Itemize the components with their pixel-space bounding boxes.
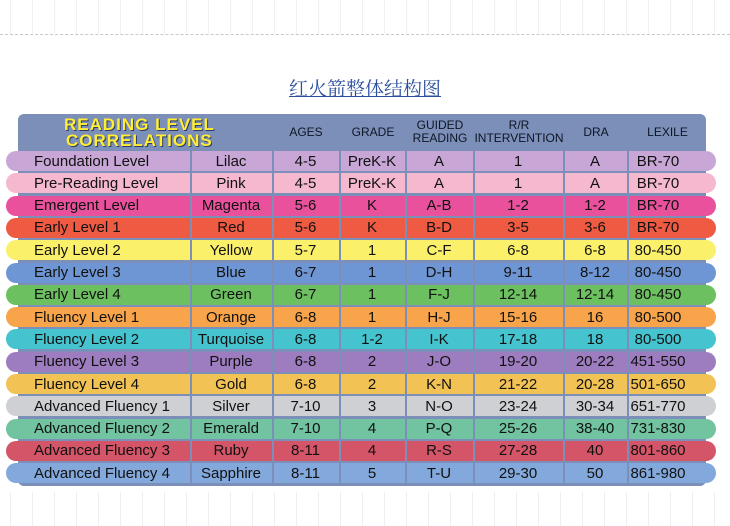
cell-level: Advanced Fluency 4 [34,464,170,482]
cell-color: Yellow [209,241,253,259]
cell-guided: A-B [426,197,452,215]
cell-grade: 4 [367,420,377,438]
cell-lexile: BR-70 [636,197,680,215]
cell-color: Blue [215,264,247,281]
cell-ages: 6-7 [294,264,317,281]
cell-rr: 17-18 [498,330,538,348]
cell-ages: 6-8 [294,308,317,326]
logo-line-1: READING LEVEL [64,115,215,134]
cell-guided: K-N [426,375,452,393]
cell-dra: A [589,152,600,170]
cell-lexile: BR-70 [636,174,680,192]
cell-lexile: 80-450 [634,264,682,281]
cell-lexile: 451-550 [630,353,686,371]
header-ages: AGES [289,124,323,139]
header-dra: DRA [583,124,609,139]
cell-ages: 5-6 [294,197,317,215]
cell-grade: 1 [367,264,377,281]
cell-color: Emerald [203,420,259,438]
cell-dra: A [589,174,600,192]
top-divider [0,34,730,35]
cell-ages: 6-7 [294,286,317,304]
cell-level: Emergent Level [34,197,140,215]
cell-grade: 3 [367,397,377,415]
cell-ages: 6-8 [294,330,317,348]
cell-grade: 5 [367,464,377,482]
column-divider [563,150,565,486]
cell-lexile: 80-450 [634,286,682,304]
cell-grade: PreK-K [347,152,397,170]
table-row [6,196,716,216]
cell-grade: 1 [367,241,377,259]
cell-ages: 7-10 [290,397,321,415]
cell-dra: 50 [586,464,604,482]
cell-rr: 23-24 [498,397,538,415]
cell-rr: 12-14 [498,286,538,304]
cell-dra: 18 [586,330,604,348]
cell-color: Magenta [201,197,261,215]
table-row [6,240,716,260]
cell-rr: 25-26 [498,420,538,438]
table-row [6,419,716,439]
cell-grade: 1-2 [361,330,383,348]
column-divider [190,150,192,486]
cell-lexile: 501-650 [630,375,686,393]
cell-dra: 8-12 [579,264,611,281]
cell-guided: R-S [426,442,452,460]
column-divider [627,150,629,486]
cell-color: Turquoise [197,330,265,348]
header-rr-intervention [475,114,563,150]
bottom-decor-band [0,492,730,526]
cell-color: Lilac [215,152,247,170]
cell-dra: 38-40 [575,420,615,438]
cell-guided: B-D [426,219,452,237]
cell-rr: 29-30 [498,464,538,482]
cell-ages: 5-6 [294,219,317,237]
page-title[interactable]: 红火箭整体结构图 [288,78,441,100]
cell-level: Early Level 3 [34,264,121,281]
header-rr-line-2: INTERVENTION [474,131,564,145]
cell-level: Early Level 2 [34,241,121,259]
cell-guided: D-H [425,264,453,281]
cell-ages: 4-5 [294,152,317,170]
cell-dra: 1-2 [584,197,606,215]
cell-grade: PreK-K [347,174,397,192]
cell-ages: 7-10 [290,420,321,438]
cell-level: Fluency Level 3 [34,353,140,371]
cell-color: Silver [212,397,250,415]
cell-guided: I-K [429,330,449,348]
cell-color: Pink [216,174,246,192]
table-row [6,329,716,349]
cell-lexile: 861-980 [630,464,686,482]
cell-dra: 16 [586,308,604,326]
cell-color: Orange [205,308,257,326]
cell-grade: K [366,197,377,215]
table-row [6,263,716,283]
cell-lexile: BR-70 [636,152,680,170]
cell-color: Sapphire [200,464,262,482]
cell-level: Pre-Reading Level [34,174,159,192]
cell-rr: 3-5 [507,219,529,237]
cell-dra: 30-34 [575,397,615,415]
reading-level-logo [64,114,264,150]
cell-guided: J-O [426,353,452,371]
table-row [6,463,716,483]
cell-rr: 1 [513,174,523,192]
cell-grade: 4 [367,442,377,460]
header-lexile: LEXILE [647,124,688,139]
table-row [6,374,716,394]
cell-ages: 6-8 [294,375,317,393]
cell-grade: 2 [367,353,377,371]
cell-guided: P-Q [425,420,453,438]
table-row [6,173,716,193]
cell-guided: A [433,174,444,192]
table-row [6,285,716,305]
cell-color: Ruby [213,442,249,460]
cell-rr: 1-2 [507,197,529,215]
cell-ages: 5-7 [294,241,317,259]
cell-guided: H-J [427,308,451,326]
cell-lexile: 80-500 [634,330,682,348]
cell-lexile: 651-770 [630,397,686,415]
cell-lexile: 80-450 [634,241,682,259]
cell-guided: F-J [428,286,450,304]
top-decor-band [0,0,730,34]
cell-rr: 27-28 [498,442,538,460]
cell-level: Advanced Fluency 3 [34,442,170,460]
cell-level: Early Level 4 [34,286,121,304]
header-guided-reading [407,114,473,150]
table-row [6,307,716,327]
cell-level: Advanced Fluency 2 [34,420,170,438]
column-divider [405,150,407,486]
cell-rr: 1 [513,152,523,170]
cell-level: Fluency Level 4 [34,375,140,393]
table-row [6,441,716,461]
cell-ages: 4-5 [294,174,317,192]
cell-guided: N-O [425,397,453,415]
cell-color: Green [210,286,252,304]
table-row [6,218,716,238]
cell-dra: 20-22 [575,353,615,371]
cell-color: Gold [215,375,247,393]
column-divider [339,150,341,486]
header-guided-line-2: READING [412,131,468,145]
cell-rr: 6-8 [507,241,529,259]
cell-ages: 8-11 [291,442,320,460]
table-row [6,151,716,171]
cell-rr: 15-16 [498,308,538,326]
cell-level: Advanced Fluency 1 [34,397,170,415]
column-divider [272,150,274,486]
cell-rr: 19-20 [498,353,538,371]
cell-guided: C-F [426,241,452,259]
cell-level: Fluency Level 1 [34,308,140,326]
cell-dra: 20-28 [575,375,615,393]
cell-grade: K [366,219,377,237]
cell-lexile: 801-860 [630,442,686,460]
cell-dra: 40 [586,442,604,460]
cell-guided: T-U [426,464,452,482]
cell-lexile: 731-830 [630,420,686,438]
cell-level: Fluency Level 2 [34,330,140,348]
cell-rr: 21-22 [498,375,538,393]
cell-grade: 1 [367,286,377,304]
cell-level: Early Level 1 [34,219,121,237]
column-divider [473,150,475,486]
cell-grade: 2 [367,375,377,393]
cell-guided: A [433,152,444,170]
cell-rr: 9-11 [503,264,533,281]
cell-lexile: 80-500 [634,308,682,326]
table-header [18,114,706,150]
header-rr-line-1: R/R [508,118,530,132]
logo-line-2: CORRELATIONS [66,131,213,150]
cell-dra: 3-6 [584,219,606,237]
cell-dra: 12-14 [575,286,615,304]
cell-color: Purple [209,353,253,371]
cell-color: Red [217,219,245,237]
header-grade: GRADE [351,124,395,139]
cell-lexile: BR-70 [636,219,680,237]
cell-ages: 6-8 [294,353,317,371]
table-row [6,396,716,416]
header-guided-line-1: GUIDED [416,118,464,132]
cell-ages: 8-11 [291,464,320,482]
cell-dra: 6-8 [584,241,606,259]
cell-level: Foundation Level [34,152,150,170]
cell-grade: 1 [367,308,377,326]
table-row [6,352,716,372]
